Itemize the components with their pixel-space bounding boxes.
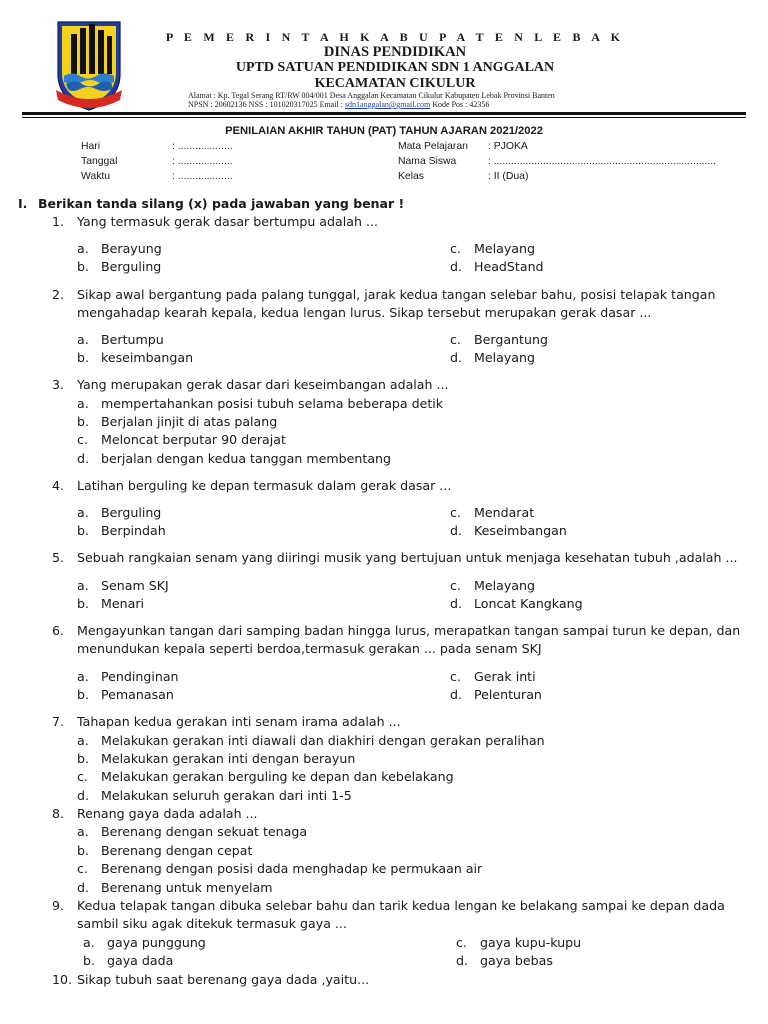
option-text: gaya punggung — [107, 935, 206, 950]
question-text: Yang merupakan gerak dasar dari keseimbangan adalah ... — [77, 377, 449, 392]
question-number: 3. — [52, 377, 65, 392]
school-district-logo — [54, 16, 124, 112]
option-letter: b. — [77, 259, 89, 274]
answer-option[interactable] — [456, 952, 553, 970]
option-text: berjalan dengan kedua tanggan membentang — [101, 451, 392, 466]
answer-option[interactable] — [77, 860, 482, 878]
option-letter: c. — [450, 332, 461, 347]
option-text: Melakukan gerakan berguling ke depan dan kebelakang — [101, 769, 454, 784]
answer-option[interactable] — [77, 668, 179, 686]
question-number: 2. — [52, 287, 65, 302]
answer-option[interactable] — [77, 504, 161, 522]
option-text: Berenang dengan posisi dada menghadap ke permukaan air — [101, 861, 483, 876]
answer-option[interactable] — [77, 522, 166, 540]
option-letter: c. — [450, 241, 461, 256]
answer-option[interactable] — [450, 240, 535, 258]
answer-option[interactable] — [450, 686, 542, 704]
option-letter: b. — [77, 350, 89, 365]
option-text: Berjalan jinjit di atas palang — [101, 414, 278, 429]
option-letter: b. — [77, 414, 89, 429]
letterhead-divider-thick — [22, 112, 746, 115]
option-letter: d. — [450, 687, 462, 702]
option-text: mempertahankan posisi tubuh selama beberapa detik — [101, 396, 444, 411]
question-text: Sikap tubuh saat berenang gaya dada ,yaitu... — [77, 972, 370, 987]
question-number: 9. — [52, 898, 65, 913]
question-number: 8. — [52, 806, 65, 821]
question-text: sambil siku agak ditekuk termasuk gaya ... — [77, 916, 347, 931]
option-letter: c. — [77, 769, 88, 784]
option-text: Pelenturan — [474, 687, 542, 702]
tanggal-label: Tanggal — [81, 156, 118, 167]
option-letter: c. — [77, 861, 88, 876]
option-text: Melakukan gerakan inti dengan berayun — [101, 751, 356, 766]
answer-option[interactable] — [77, 879, 273, 897]
option-letter: a. — [77, 241, 89, 256]
option-text: Mendarat — [474, 505, 535, 520]
answer-option[interactable] — [77, 842, 252, 860]
answer-option[interactable] — [450, 504, 534, 522]
option-letter: a. — [77, 669, 89, 684]
option-letter: b. — [83, 953, 95, 968]
exam-title: PENILAIAN AKHIR TAHUN (PAT) TAHUN AJARAN 2021/2022 — [225, 125, 543, 137]
section-instruction: Berikan tanda silang (x) pada jawaban yang benar ! — [38, 196, 405, 211]
npsn-nss-text: NPSN : 20602136 NSS : 101020317025 Email : — [188, 100, 345, 109]
option-letter: a. — [77, 332, 89, 347]
option-letter: b. — [77, 523, 89, 538]
kelas-value: : II (Dua) — [488, 171, 529, 182]
option-text: Bergantung — [474, 332, 548, 347]
mata-pelajaran-label: Mata Pelajaran — [398, 141, 468, 152]
option-text: Pendinginan — [101, 669, 179, 684]
question-text: menundukan kepala seperti berdoa,termasuk gerakan ... pada senam SKJ — [77, 641, 542, 656]
answer-option[interactable] — [77, 240, 162, 258]
option-text: Melakukan gerakan inti diawali dan diakhiri dengan gerakan peralihan — [101, 733, 545, 748]
mata-pelajaran-value: : PJOKA — [488, 141, 528, 152]
option-letter: d. — [77, 788, 89, 803]
question-text: Renang gaya dada adalah ... — [77, 806, 258, 821]
option-text: Berenang untuk menyelam — [101, 880, 273, 895]
option-letter: d. — [77, 451, 89, 466]
option-text: Pemanasan — [101, 687, 174, 702]
option-text: HeadStand — [474, 259, 544, 274]
kelas-label: Kelas — [398, 171, 424, 182]
answer-option[interactable] — [77, 595, 144, 613]
answer-option[interactable] — [450, 522, 567, 540]
answer-option[interactable] — [450, 577, 535, 595]
question-text: Yang termasuk gerak dasar bertumpu adalah ... — [77, 214, 378, 229]
option-text: Berpindah — [101, 523, 166, 538]
question-number: 7. — [52, 714, 65, 729]
option-letter: c. — [450, 505, 461, 520]
hari-value: : ................... — [172, 141, 233, 152]
option-text: Melayang — [474, 350, 535, 365]
school-identifiers — [188, 100, 489, 109]
option-letter: d. — [456, 953, 468, 968]
answer-option[interactable] — [450, 668, 536, 686]
option-text: Berguling — [101, 505, 162, 520]
option-text: Melayang — [474, 578, 535, 593]
option-text: Melakukan seluruh gerakan dari inti 1-5 — [101, 788, 352, 803]
option-text: gaya kupu-kupu — [480, 935, 582, 950]
waktu-label: Waktu — [81, 171, 111, 182]
question-number: 4. — [52, 478, 65, 493]
option-letter: d. — [450, 350, 462, 365]
question-number: 1. — [52, 214, 65, 229]
option-letter: c. — [77, 432, 88, 447]
option-letter: b. — [77, 687, 89, 702]
question-text: Tahapan kedua gerakan inti senam irama adalah ... — [77, 714, 401, 729]
option-letter: a. — [77, 578, 89, 593]
option-letter: b. — [77, 751, 89, 766]
district-heading: KECAMATAN CIKULUR — [314, 76, 476, 91]
answer-option[interactable] — [77, 750, 355, 768]
answer-option[interactable] — [450, 331, 548, 349]
answer-option[interactable] — [77, 732, 545, 750]
option-letter: a. — [77, 396, 89, 411]
school-name-heading: UPTD SATUAN PENDIDIKAN SDN 1 ANGGALAN — [235, 60, 555, 75]
option-letter: c. — [450, 578, 461, 593]
section-heading — [18, 196, 404, 211]
question-text: Latihan berguling ke depan termasuk dalam gerak dasar ... — [77, 478, 452, 493]
answer-option[interactable] — [77, 431, 286, 449]
hari-label: Hari — [81, 141, 101, 152]
option-text: Berenang dengan cepat — [101, 843, 253, 858]
option-text: Loncat Kangkang — [474, 596, 583, 611]
option-letter: a. — [77, 733, 89, 748]
option-letter: d. — [77, 880, 89, 895]
option-text: Berayung — [101, 241, 162, 256]
question-number: 5. — [52, 550, 65, 565]
postal-code-text: Kode Pos : 42356 — [430, 100, 490, 109]
option-text: Meloncat berputar 90 derajat — [101, 432, 286, 447]
answer-option[interactable] — [77, 450, 391, 468]
answer-option[interactable] — [77, 686, 174, 704]
option-text: keseimbangan — [101, 350, 194, 365]
answer-option[interactable] — [77, 413, 277, 431]
option-text: Gerak inti — [474, 669, 536, 684]
answer-option[interactable] — [77, 349, 193, 367]
option-letter: a. — [77, 505, 89, 520]
option-text: Menari — [101, 596, 144, 611]
option-text: Senam SKJ — [101, 578, 169, 593]
nama-siswa-label: Nama Siswa — [398, 156, 457, 167]
answer-option[interactable] — [456, 934, 581, 952]
option-letter: c. — [456, 935, 467, 950]
question-text: Mengayunkan tangan dari samping badan hingga lurus, merapatkan tangan sampai turun ke depan, dan — [77, 623, 741, 638]
question-text: mengahadap kearah kepala, kedua lengan lurus. Sikap tersebut merupakan gerak dasar ... — [77, 305, 652, 320]
question-text: Sebuah rangkaian senam yang diiringi musik yang bertujuan untuk menjaga kesehatan tubuh ,adalah ... — [77, 550, 738, 565]
option-text: gaya bebas — [480, 953, 553, 968]
option-text: Berguling — [101, 259, 162, 274]
government-heading: P E M E R I N T A H K A B U P A T E N L E B A K — [165, 30, 625, 44]
email-link[interactable]: sdn1anggalan@gmail.com — [344, 100, 431, 109]
option-letter: b. — [77, 843, 89, 858]
option-letter: a. — [77, 824, 89, 839]
answer-option[interactable] — [450, 595, 583, 613]
option-text: Keseimbangan — [474, 523, 567, 538]
department-heading: DINAS PENDIDIKAN — [323, 44, 467, 60]
answer-option[interactable] — [77, 331, 164, 349]
nama-siswa-value: : ............................................................................. — [488, 156, 717, 167]
option-text: Berenang dengan sekuat tenaga — [101, 824, 308, 839]
option-letter: d. — [450, 596, 462, 611]
question-number: 6. — [52, 623, 65, 638]
option-text: Bertumpu — [101, 332, 164, 347]
option-letter: b. — [77, 596, 89, 611]
waktu-value: : ................... — [172, 171, 233, 182]
option-letter: a. — [83, 935, 95, 950]
question-number: 10. — [52, 972, 73, 987]
answer-option[interactable] — [77, 577, 169, 595]
question-text: Kedua telapak tangan dibuka selebar bahu dan tarik kedua lengan ke belakang sampai ke depan dada — [77, 898, 725, 913]
tanggal-value: : ................... — [172, 156, 233, 167]
section-number: I. — [18, 196, 28, 211]
answer-option[interactable] — [77, 768, 454, 786]
option-letter: d. — [450, 523, 462, 538]
option-letter: c. — [450, 669, 461, 684]
question-text: Sikap awal bergantung pada palang tunggal, jarak kedua tangan selebar bahu, posisi telapak tangan — [77, 287, 716, 302]
option-text: Melayang — [474, 241, 535, 256]
answer-option[interactable] — [77, 787, 352, 805]
answer-option[interactable] — [77, 395, 443, 413]
letterhead-divider-thin — [22, 117, 746, 118]
answer-option[interactable] — [77, 258, 161, 276]
answer-option[interactable] — [450, 258, 544, 276]
option-letter: d. — [450, 259, 462, 274]
school-address: Alamat : Kp. Tegal Serang RT/RW 004/001 Desa Anggalan Kecamatan Cikulur Kabupaten Lebak Provinsi Banten — [188, 91, 555, 100]
answer-option[interactable] — [83, 934, 206, 952]
answer-option[interactable] — [77, 823, 307, 841]
answer-option[interactable] — [450, 349, 535, 367]
answer-option[interactable] — [83, 952, 173, 970]
option-text: gaya dada — [107, 953, 174, 968]
